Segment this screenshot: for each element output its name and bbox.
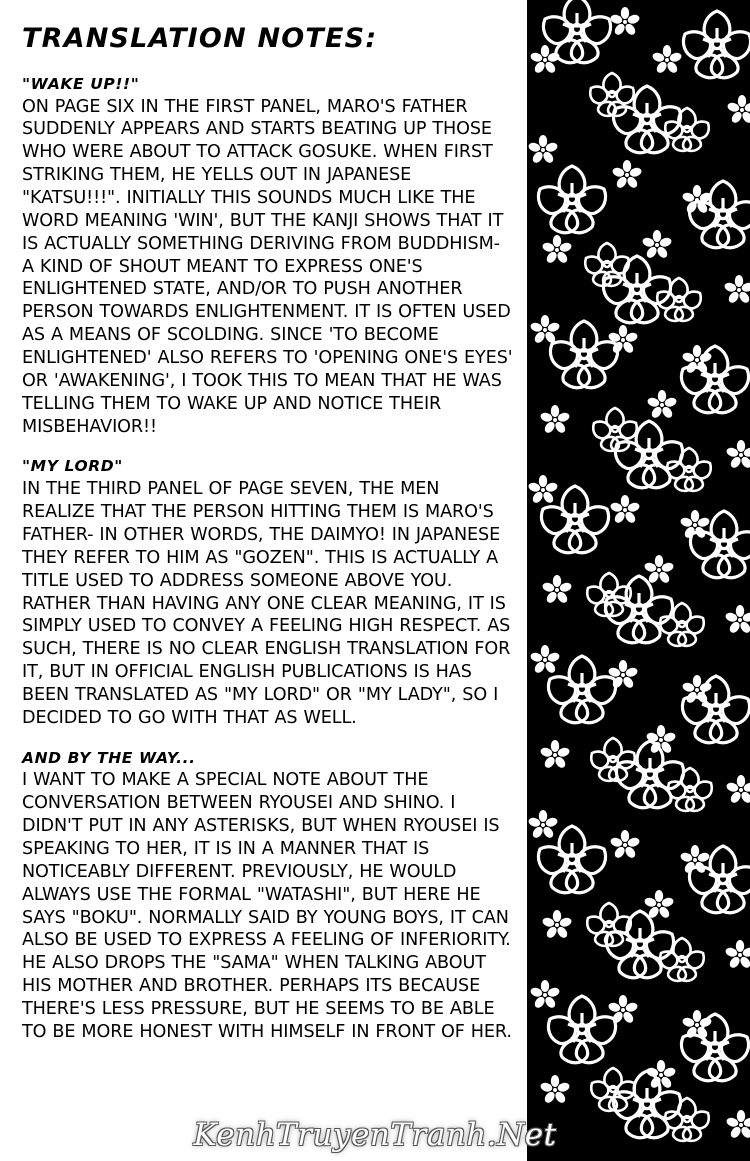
section-body: IN THE THIRD PANEL OF PAGE SEVEN, THE MEN REALIZE THAT THE PERSON HITTING THEM IS MARO'S FATHER- IN OTHER WORDS, THE DAIMYO! IN JAPANESE THEY REFER TO HIM AS "GOZEN". THIS IS ACTUALLY A TITLE USED TO ADDRESS SOMEONE ABOVE YOU. RATHER THAN HAVING ANY ONE CLEAR MEANING, IT IS SIMPLY USED TO CONVEY A FEELING HIGH RESPECT. AS SUCH, THERE IS NO CLEAR ENGLISH TRANSLATION FOR IT, BUT IN OFFICIAL ENGLISH PUBLICATIONS IS HAS BEEN TRANSLATED AS "MY LORD" OR "MY LADY", SO I DECIDED TO GO WITH THAT AS WELL. [22, 479, 511, 728]
note-section-my-lord [22, 458, 513, 729]
section-body: I WANT TO MAKE A SPECIAL NOTE ABOUT THE CONVERSATION BETWEEN RYOUSEI AND SHINO. I DIDN'T PUT IN ANY ASTERISKS, BUT WHEN RYOUSEI IS SPEAKING TO HER, IT IS IN A MANNER THAT IS NOTICEABLY DIFFERENT. PREVIOUSLY, HE WOULD ALWAYS USE THE FORMAL "WATASHI", BUT HERE HE SAYS "BOKU". NORMALLY SAID BY YOUNG BOYS, IT CAN ALSO BE USED TO EXPRESS A FEELING OF INFERIORITY. HE ALSO DROPS THE "SAMA" WHEN TALKING ABOUT HIS MOTHER AND BROTHER. PERHAPS ITS BECAUSE THERE'S LESS PRESSURE, BUT HE SEEMS TO BE ABLE TO BE MORE HONEST WITH HIMSELF IN FRONT OF HER. [22, 770, 512, 1042]
section-heading: AND BY THE WAY... [22, 748, 196, 767]
page-title: TRANSLATION NOTES: [22, 23, 378, 54]
section-heading: "WAKE UP!!" [22, 74, 140, 93]
sakura-pattern-band [527, 0, 750, 1161]
note-section-wake-up [22, 76, 513, 439]
section-heading: "MY LORD" [22, 457, 123, 476]
site-watermark: KenhTruyenTranh.Net [193, 1117, 557, 1153]
section-body: ON PAGE SIX IN THE FIRST PANEL, MARO'S FATHER SUDDENLY APPEARS AND STARTS BEATING UP THOSE WHO WERE ABOUT TO ATTACK GOSUKE. WHEN FIRST STRIKING THEM, HE YELLS OUT IN JAPANESE "KATSU!!!". INITIALLY THIS SOUNDS MUCH LIKE THE WORD MEANING 'WIN', BUT THE KANJI SHOWS THAT IT IS ACTUALLY SOMETHING DERIVING FROM BUDDHISM- A KIND OF SHOUT MEANT TO EXPRESS ONE'S ENLIGHTENED STATE, AND/OR TO PUSH ANOTHER PERSON TOWARDS ENLIGHTENMENT. IT IS OFTEN USED AS A MEANS OF SCOLDING. SINCE 'TO BECOME ENLIGHTENED' ALSO REFERS TO 'OPENING ONE'S EYES' OR 'AWAKENING', I TOOK THIS TO MEAN THAT HE WAS TELLING THEM TO WAKE UP AND NOTICE THEIR MISBEHAVIOR!! [22, 96, 513, 437]
note-section-and-by-the-way [22, 750, 513, 1044]
